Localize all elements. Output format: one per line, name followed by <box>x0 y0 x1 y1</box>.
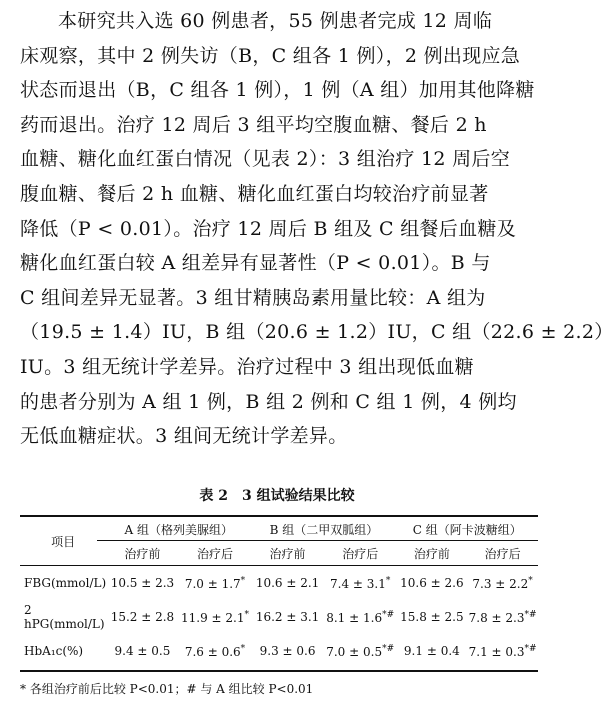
body-paragraph <box>20 4 614 454</box>
significance-mark: * <box>244 609 249 620</box>
group-c-header: C 组（阿卡波糖组） <box>412 522 522 537</box>
cell-value: 10.6 ± 2.1 <box>255 576 320 590</box>
row-label: FBG(mmol/L) <box>24 576 107 590</box>
cell-value: 7.0 ± 1.7* <box>184 575 246 591</box>
table-row <box>20 566 538 600</box>
sub-header-after: 治疗后 <box>484 547 521 561</box>
significance-mark: * <box>240 575 246 586</box>
paragraph-line: C 组间差异无显著。3 组甘精胰岛素用量比较：A 组为 <box>20 286 486 309</box>
paragraph-line: IU。3 组无统计学差异。治疗过程中 3 组出现低血糖 <box>20 355 474 378</box>
significance-mark: * <box>385 575 391 586</box>
group-a-header: A 组（格列美脲组） <box>124 522 233 537</box>
cell-value: 9.1 ± 0.4 <box>403 644 460 658</box>
paragraph-line: 状态而退出（B，C 组各 1 例），1 例（A 组）加用其他降糖 <box>20 79 535 102</box>
cell-value: 9.4 ± 0.5 <box>114 644 171 658</box>
item-header: 项目 <box>51 535 76 549</box>
cell-value: 11.9 ± 2.1* <box>181 609 249 625</box>
table-caption: 表 2 3 组试验结果比较 <box>199 488 355 504</box>
cell-value: 15.8 ± 2.5 <box>400 610 464 624</box>
cell-value: 9.3 ± 0.6 <box>259 644 316 658</box>
table-row <box>20 600 538 634</box>
cell-value: 7.4 ± 3.1* <box>330 575 391 591</box>
sub-header-before: 治疗前 <box>124 547 161 561</box>
sub-header-after: 治疗后 <box>342 547 379 561</box>
paragraph-line: 床观察，其中 2 例失访（B，C 组各 1 例），2 例出现应急 <box>20 44 521 67</box>
significance-mark: * <box>528 575 533 586</box>
cell-value: 7.3 ± 2.2* <box>472 575 533 591</box>
table-row <box>20 634 538 668</box>
sub-header-before: 治疗前 <box>413 547 450 561</box>
row-label: 2 hPG(mmol/L) <box>24 603 105 631</box>
significance-mark: *# <box>524 609 537 620</box>
paragraph-line: 血糖、糖化血红蛋白情况（见表 2）：3 组治疗 12 周后空 <box>20 148 511 171</box>
cell-value: 10.5 ± 2.3 <box>110 576 175 590</box>
cell-value: 15.2 ± 2.8 <box>110 610 175 624</box>
table-footnote: * 各组治疗前后比较 P<0.01；# 与 A 组比较 P<0.01 <box>20 682 314 696</box>
paragraph-line: 无低血糖症状。3 组间无统计学差异。 <box>20 425 348 448</box>
paragraph-line: （19.5 ± 1.4）IU，B 组（20.6 ± 1.2）IU，C 组（22.6 ± 2.2） <box>20 321 614 344</box>
paragraph-line: 本研究共入选 60 例患者，55 例患者完成 12 周临 <box>58 10 493 32</box>
paragraph-line: 的患者分别为 A 组 1 例，B 组 2 例和 C 组 1 例，4 例均 <box>20 390 517 413</box>
cell-value: 7.0 ± 0.5*# <box>326 643 395 659</box>
paragraph-line: 药而退出。治疗 12 周后 3 组平均空腹血糖、餐后 2 h <box>20 113 487 136</box>
cell-value: 7.8 ± 2.3*# <box>468 609 537 625</box>
row-label: HbA₁c(%) <box>24 644 84 658</box>
sub-header-before: 治疗前 <box>269 547 306 561</box>
cell-value: 10.6 ± 2.6 <box>400 576 464 590</box>
cell-value: 7.1 ± 0.3*# <box>468 643 537 659</box>
cell-value: 16.2 ± 3.1 <box>255 610 320 624</box>
table-group-header-row <box>20 517 538 541</box>
sub-header-after: 治疗后 <box>196 547 233 561</box>
paragraph-line: 降低（P < 0.01）。治疗 12 周后 B 组及 C 组餐后血糖及 <box>20 217 517 240</box>
paragraph-line: 糖化血红蛋白较 A 组差异有显著性（P < 0.01）。B 与 <box>20 252 491 275</box>
significance-mark: *# <box>524 643 537 654</box>
table-bottom-rule <box>20 670 538 672</box>
cell-value: 8.1 ± 1.6*# <box>326 609 395 625</box>
significance-mark: *# <box>382 643 395 654</box>
group-b-header: B 组（二甲双胍组） <box>269 522 379 537</box>
cell-value: 7.6 ± 0.6* <box>184 643 246 659</box>
significance-mark: *# <box>382 609 395 620</box>
results-table <box>20 517 538 668</box>
paragraph-line: 腹血糖、餐后 2 h 血糖、糖化血红蛋白均较治疗前显著 <box>20 182 489 205</box>
significance-mark: * <box>240 643 246 654</box>
